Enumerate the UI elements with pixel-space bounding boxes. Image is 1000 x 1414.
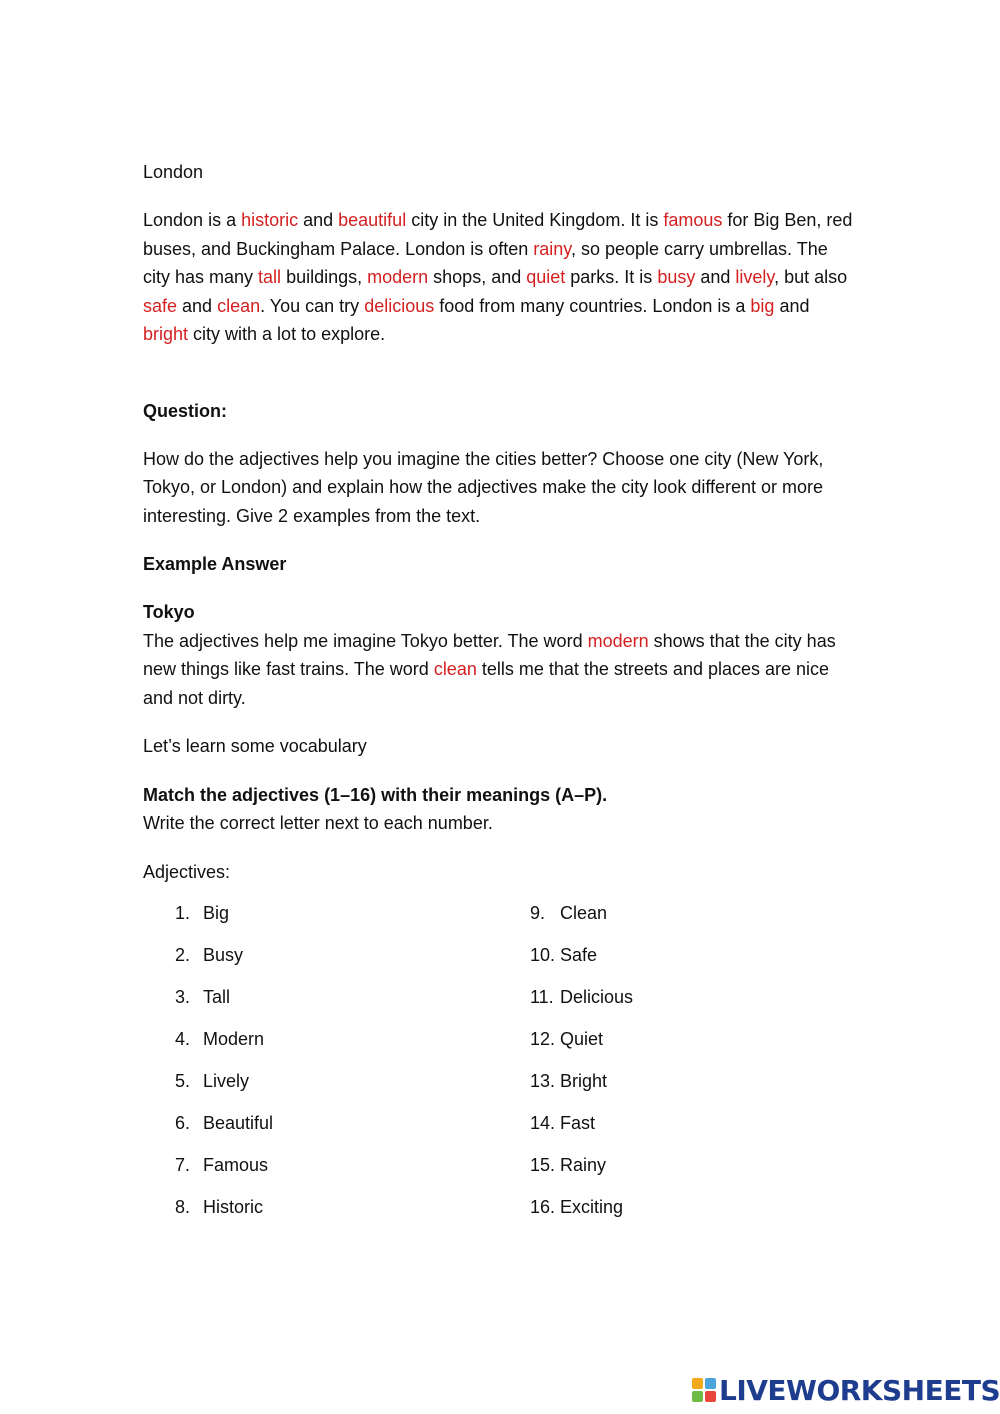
text-run: buildings, — [281, 267, 368, 287]
adjective-item — [530, 976, 855, 1018]
adjective-item — [143, 976, 530, 1018]
adjective-number: 10. — [530, 945, 556, 965]
adjective-word: Rainy — [560, 1155, 607, 1175]
adjective-word: Modern — [203, 1029, 265, 1049]
adjective-number: 4. — [174, 1029, 190, 1049]
adjective-word: Quiet — [560, 1029, 604, 1049]
adjective-item — [143, 1186, 530, 1228]
adjectives-label: Adjectives: — [143, 861, 231, 882]
adjective-item — [143, 892, 530, 934]
worksheet-page — [143, 158, 855, 1228]
adjective-item — [530, 892, 855, 934]
adjective-item — [143, 1060, 530, 1102]
text-run: for Big Ben, red buses, and Buckingham Palace. London is often — [143, 210, 853, 259]
text-run: city in the United Kingdom. It is — [406, 210, 664, 230]
spacer — [143, 369, 855, 397]
text-run: London is a — [143, 210, 242, 230]
adjective-item — [530, 1060, 855, 1102]
logo-mark-icon — [692, 1378, 716, 1402]
adjective-word: Lively — [203, 1071, 250, 1091]
text-run: tells me that the streets and places are nice and not dirty. — [143, 659, 830, 708]
adjective-number: 15. — [530, 1155, 556, 1175]
highlighted-adjective: busy — [657, 267, 696, 287]
highlighted-adjective: safe — [143, 295, 178, 316]
text-run: and — [298, 210, 339, 230]
adjective-number: 3. — [174, 987, 190, 1007]
liveworksheets-logo — [692, 1373, 1000, 1407]
highlighted-adjective: modern — [587, 630, 649, 651]
adjective-word: Big — [203, 903, 230, 923]
highlighted-adjective: big — [750, 295, 775, 316]
adjective-item — [143, 1018, 530, 1060]
adjective-number: 7. — [174, 1155, 190, 1175]
adjective-item — [143, 934, 530, 976]
highlighted-adjective: delicious — [364, 295, 435, 316]
highlighted-adjective: clean — [217, 295, 261, 316]
highlighted-adjective: historic — [241, 210, 299, 230]
highlighted-adjective: rainy — [533, 238, 571, 259]
text-run: , but also — [774, 267, 848, 287]
adjective-word: Tall — [203, 987, 231, 1007]
adjective-item — [530, 1102, 855, 1144]
highlighted-adjective: modern — [367, 267, 429, 287]
adjective-number: 2. — [174, 945, 190, 965]
adjective-word: Busy — [203, 945, 244, 965]
highlighted-adjective: beautiful — [338, 210, 407, 230]
highlighted-adjective: clean — [433, 659, 477, 679]
adjective-word: Historic — [203, 1197, 264, 1217]
adjective-word: Famous — [203, 1155, 269, 1175]
adjective-number: 6. — [174, 1113, 190, 1133]
text-run: and — [177, 295, 218, 316]
adjective-number: 13. — [530, 1071, 556, 1091]
adjective-number: 11. — [530, 987, 554, 1007]
match-subinstruction: Write the correct letter next to each number. — [143, 813, 493, 833]
adjective-word: Clean — [560, 903, 608, 923]
text-run: . You can try — [260, 295, 365, 316]
adjective-word: Bright — [560, 1071, 608, 1091]
adjectives-list — [143, 892, 855, 1228]
adjective-item — [530, 1186, 855, 1228]
adjective-item — [530, 1018, 855, 1060]
adjective-word: Beautiful — [203, 1113, 274, 1133]
adjective-number: 12. — [530, 1029, 556, 1049]
adjective-word: Fast — [560, 1113, 596, 1133]
highlighted-adjective: famous — [663, 210, 723, 230]
adjective-item — [530, 1144, 855, 1186]
highlighted-adjective: bright — [143, 324, 189, 344]
city-title: London — [143, 162, 204, 182]
question-text: How do the adjectives help you imagine the cities better? Choose one city (New York, Tokyo, or London) and explain how the adjectives make the city look different or more interesting. Give 2 examples from the text. — [143, 448, 824, 526]
text-run: The adjectives help me imagine Tokyo better. The word — [143, 630, 588, 651]
adjective-word: Safe — [560, 945, 598, 965]
highlighted-adjective: lively — [735, 267, 775, 287]
text-run: and — [695, 267, 736, 287]
example-city: Tokyo — [143, 602, 195, 622]
adjective-number: 5. — [174, 1071, 190, 1091]
adjective-number: 16. — [530, 1197, 556, 1217]
vocab-intro: Let’s learn some vocabulary — [143, 736, 367, 756]
text-run: shops, and — [428, 267, 527, 287]
highlighted-adjective: tall — [258, 267, 282, 287]
text-run: , so people carry umbrellas. The city has many — [143, 238, 828, 287]
match-instruction: Match the adjectives (1–16) with their meanings (A–P). — [143, 784, 608, 805]
adjective-item — [143, 1102, 530, 1144]
text-run: and — [774, 295, 810, 316]
london-paragraph — [143, 206, 855, 349]
text-run: city with a lot to explore. — [188, 324, 386, 344]
adjective-word: Delicious — [560, 987, 634, 1007]
highlighted-adjective: quiet — [526, 267, 566, 287]
adjective-word: Exciting — [560, 1197, 624, 1217]
adjective-number: 1. — [174, 903, 190, 923]
text-run: food from many countries. London is a — [434, 295, 751, 316]
adjective-number: 14. — [530, 1113, 556, 1133]
text-run: shows that the city has new things like fast trains. The word — [143, 630, 836, 679]
adjective-number: 8. — [174, 1197, 190, 1217]
logo-text: LIVEWORKSHEETS — [719, 1373, 1000, 1407]
example-answer-label: Example Answer — [143, 554, 287, 574]
question-label: Question: — [143, 400, 227, 421]
adjective-number: 9. — [530, 903, 546, 923]
adjective-item — [143, 1144, 530, 1186]
example-paragraph — [143, 627, 855, 713]
text-run: parks. It is — [565, 267, 658, 287]
adjective-item — [530, 934, 855, 976]
